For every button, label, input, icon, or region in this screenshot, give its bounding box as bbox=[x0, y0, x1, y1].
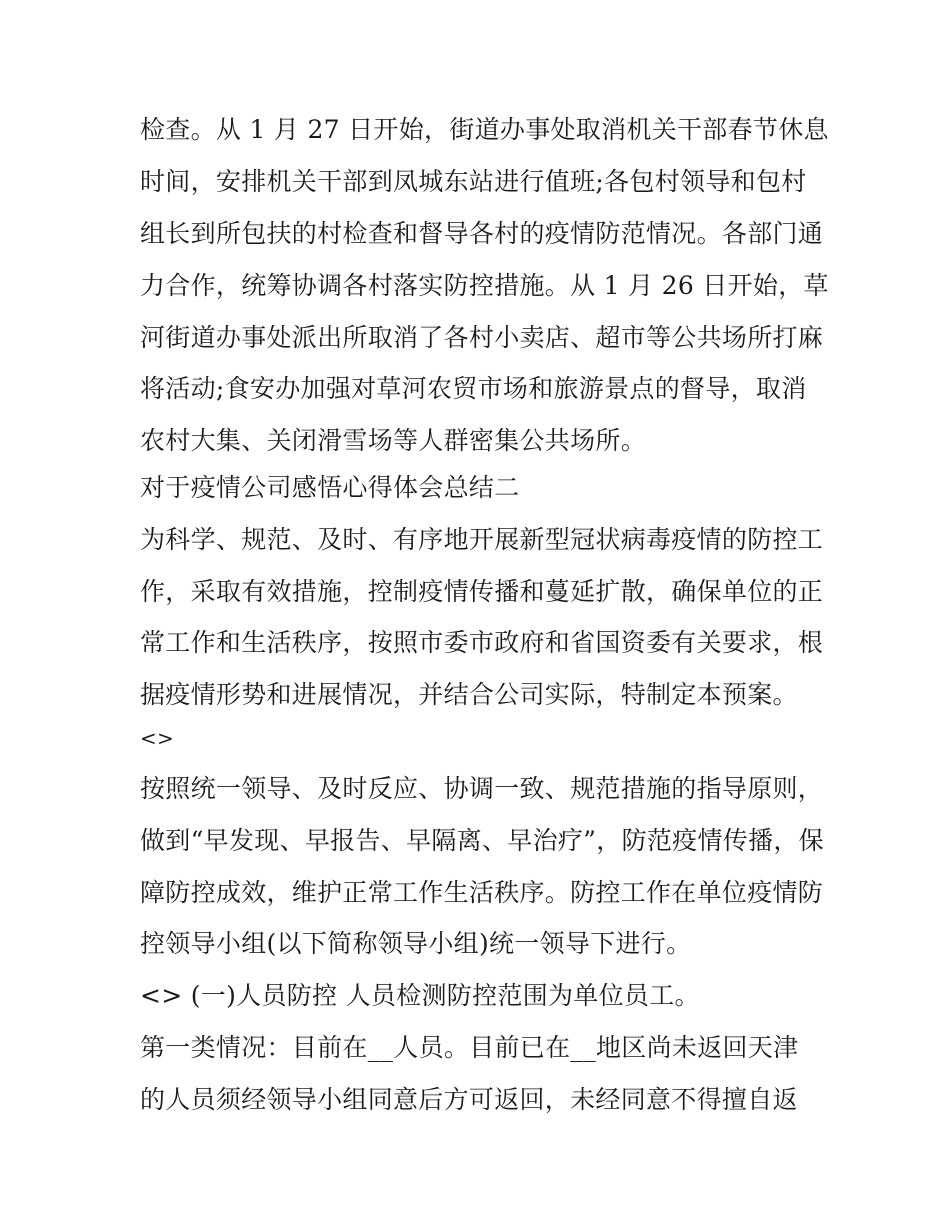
text-line: 的人员须经领导小组同意后方可返回，未经同意不得擅自返 bbox=[140, 1085, 798, 1114]
text-line: 力合作，统筹协调各村落实防控措施。从 1 月 26 日开始，草 bbox=[140, 271, 829, 300]
text-line: 做到“早发现、早报告、早隔离、早治疗”，防范疫情传播，保 bbox=[140, 826, 824, 855]
text-line: 据疫情形势和进展情况，并结合公司实际，特制定本预案。 bbox=[140, 680, 798, 709]
text-line: 按照统一领导、及时反应、协调一致、规范措施的指导原则， bbox=[140, 774, 824, 803]
text-line: 障防控成效，维护正常工作生活秩序。防控工作在单位疫情防 bbox=[140, 878, 824, 907]
text-line: <> (一)人员防控 人员检测防控范围为单位员工。 bbox=[140, 981, 700, 1010]
text-line: 为科学、规范、及时、有序地开展新型冠状病毒疫情的防控工 bbox=[140, 525, 824, 554]
section-heading: 对于疫情公司感悟心得体会总结二 bbox=[140, 473, 520, 502]
text-line: 常工作和生活秩序，按照市委市政府和省国资委有关要求，根 bbox=[140, 628, 824, 657]
text-line: 将活动;食安办加强对草河农贸市场和旅游景点的督导，取消 bbox=[140, 374, 807, 403]
text-line: 组长到所包扶的村检查和督导各村的疫情防范情况。各部门通 bbox=[140, 219, 824, 248]
text-line: 作，采取有效措施，控制疫情传播和蔓延扩散，确保单位的正 bbox=[140, 577, 824, 606]
text-line: 时间，安排机关干部到凤城东站进行值班;各包村领导和包村 bbox=[140, 167, 807, 196]
text-line: 控领导小组(以下简称领导小组)统一领导下进行。 bbox=[140, 929, 692, 958]
text-line: 农村大集、关闭滑雪场等人群密集公共场所。 bbox=[140, 426, 647, 455]
text-line: 检查。从 1 月 27 日开始，街道办事处取消机关干部春节休息 bbox=[140, 115, 829, 144]
text-line: 河街道办事处派出所取消了各村小卖店、超市等公共场所打麻 bbox=[140, 323, 824, 352]
placeholder-marker: <> bbox=[140, 726, 175, 750]
text-line: 第一类情况：目前在__人员。目前已在__地区尚未返回天津 bbox=[140, 1033, 799, 1062]
